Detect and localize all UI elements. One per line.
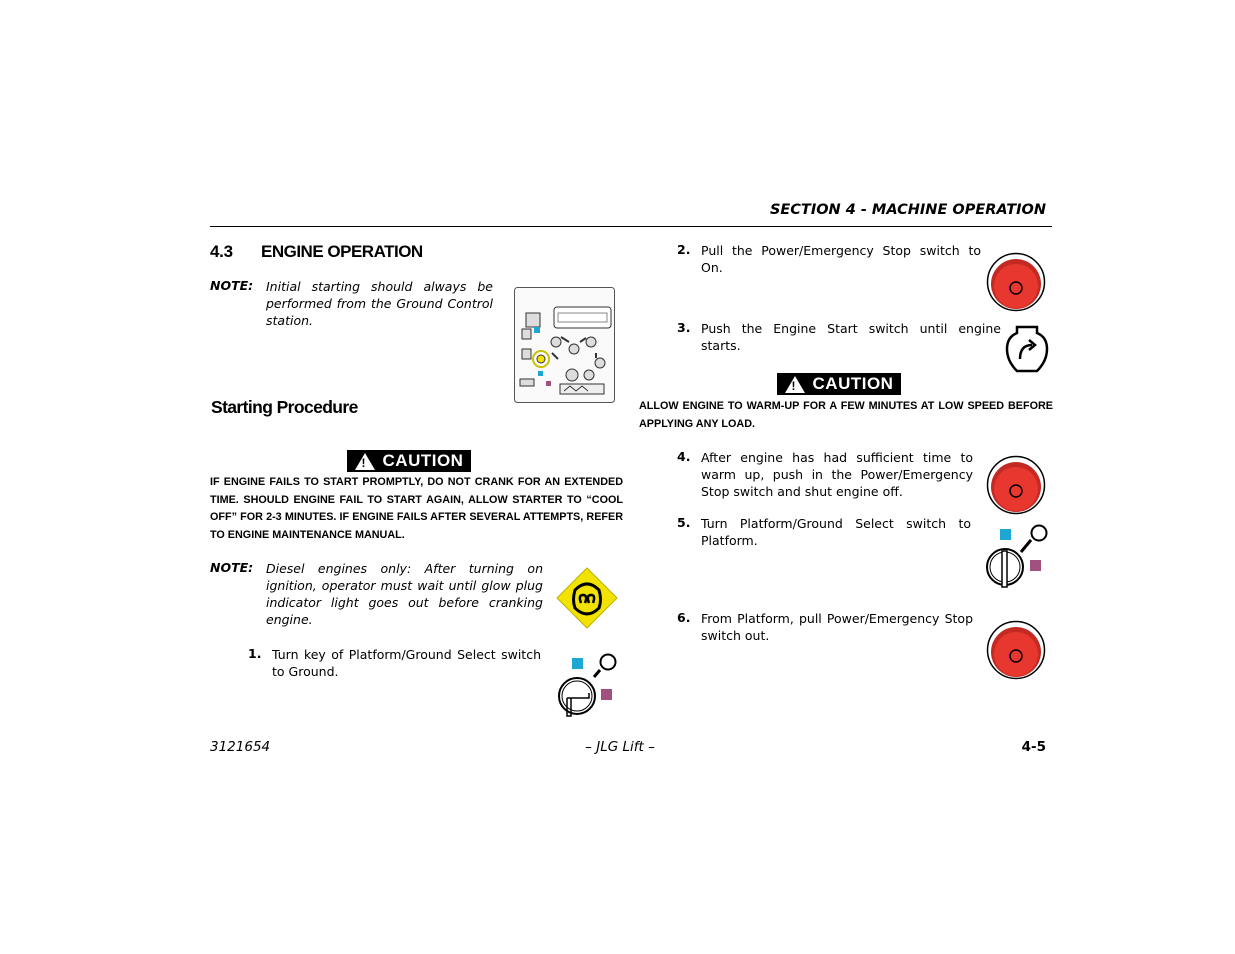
section-number: 4.3 xyxy=(210,242,233,261)
caution-label: CAUTION xyxy=(812,374,894,393)
key-switch-icon xyxy=(983,523,1049,591)
step-number: 4. xyxy=(677,449,691,464)
key-switch-icon xyxy=(555,652,621,720)
caution-banner xyxy=(777,373,901,395)
step-number: 3. xyxy=(677,320,691,335)
step-text: Pull the Power/Emergency Stop switch to On. xyxy=(701,243,981,275)
step-number: 5. xyxy=(677,515,691,530)
note-text: Diesel engines only: After turning on ignition, operator must wait until glow plug indicator light goes out before cranking engine. xyxy=(266,561,543,627)
estop-icon xyxy=(986,455,1046,515)
step-text: Turn key of Platform/Ground Select switch to Ground. xyxy=(272,647,541,679)
warning-triangle-icon: ! xyxy=(785,376,805,393)
note-text: Initial starting should always be performed from the Ground Control station. xyxy=(266,279,493,328)
footer-doc-number: 3121654 xyxy=(210,739,271,755)
section-header: SECTION 4 - MACHINE OPERATION xyxy=(769,202,1046,218)
step-number: 2. xyxy=(677,242,691,257)
caution-text: IF ENGINE FAILS TO START PROMPTLY, DO NOT CRANK FOR AN EXTENDED TIME. SHOULD ENGINE FAIL TO START AGAIN, ALLOW STARTER TO “COOL OFF” FOR 2-3 MINUTES. IF ENGINE FAILS AFTER SEVERAL ATTEMPTS, REFER TO ENGINE MAINTENANCE MANUAL. xyxy=(210,476,623,541)
control-panel-image xyxy=(514,287,615,403)
note-label: NOTE: xyxy=(210,560,254,575)
footer-center: – JLG Lift – xyxy=(585,739,655,755)
step-text: Push the Engine Start switch until engine starts. xyxy=(701,321,1001,353)
section-title: ENGINE OPERATION xyxy=(261,242,423,261)
warning-triangle-icon: ! xyxy=(355,453,375,470)
step-number: 6. xyxy=(677,610,691,625)
caution-text: ALLOW ENGINE TO WARM-UP FOR A FEW MINUTES AT LOW SPEED BEFORE APPLYING ANY LOAD. xyxy=(639,400,1053,430)
engine-start-icon xyxy=(1005,325,1049,375)
caution-banner xyxy=(347,450,471,472)
estop-icon xyxy=(986,620,1046,680)
header-rule xyxy=(210,226,1052,227)
step-text: From Platform, pull Power/Emergency Stop switch out. xyxy=(701,611,973,643)
step-text: Turn Platform/Ground Select switch to Platform. xyxy=(701,516,971,548)
note-label: NOTE: xyxy=(210,278,254,293)
caution-label: CAUTION xyxy=(382,451,464,470)
subheading: Starting Procedure xyxy=(211,397,358,417)
estop-icon xyxy=(986,252,1046,312)
page-number: 4-5 xyxy=(1021,739,1046,755)
step-number: 1. xyxy=(248,646,262,661)
glow-plug-icon xyxy=(556,567,618,629)
step-text: After engine has had sufficient time to warm up, push in the Power/Emergency Stop switch and shut engine off. xyxy=(701,450,973,499)
